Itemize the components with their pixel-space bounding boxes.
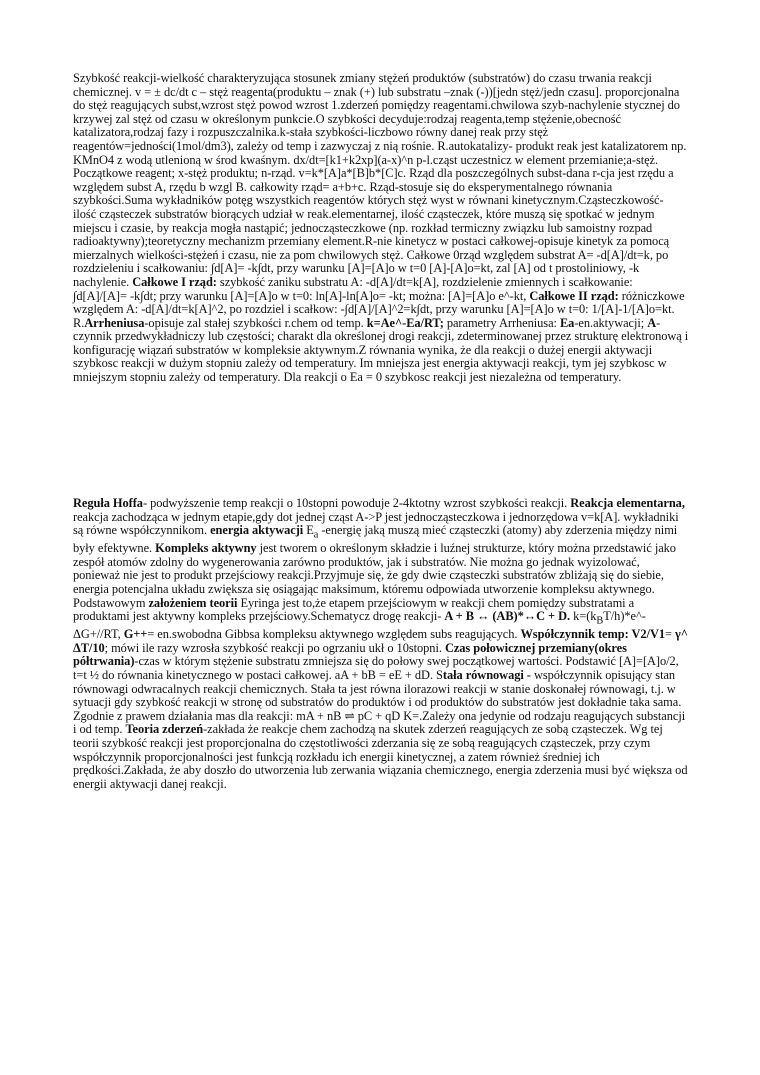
text-run: = en.swobodna Gibbsa kompleksu aktywnego względem subs reagujących.: [147, 627, 521, 642]
text-run: reakcja zachodząca w jednym etapie,gdy dot jednej cząst A->P jest jednocząsteczkowa i jednorzędowa v=k[A]. wykładniki są równe współczynnikom.: [73, 509, 679, 538]
term-half-life: Czas połowicznej przemiany(okres półtrwania): [73, 640, 627, 669]
paragraph-text: [73, 72, 689, 385]
text-run: =: [665, 627, 675, 642]
text-run: szybkość zaniku substratu A: -d[A]/dt=k[A], rozdzielenie zmiennych i scałkowanie: ∫d[A]/[A]= -k∫dt; przy warunku [A]=[A]o w t=0: ln[A]-ln[A]o= -kt; można: [A]=[A]o e^-kt,: [73, 274, 633, 303]
kinetics-paragraph: [73, 72, 689, 385]
text-run: -czynnik przedwykładniczy lub częstości; charakt dla określonej drogi reakcji, zdeterminowanej przez strukturę elektronową i konfigurację wiązań substratów w kompleksie aktywnym.Z równania wynika, że dla reakcji o dużej energii aktywacji szybkosc reakcji w dużym stopniu zależy od temperatury. Im mniejsza jest energia aktywacji reakcji, tym jej szybkosc w mniejszym stopniu zależy od temperatury. Dla reakcji o Ea = 0 szybkosc reakcji jest niezależna od temperatury.: [73, 315, 689, 385]
term-a: A: [647, 315, 657, 330]
text-run: Eyringa jest to,że etapem przejściowym w reakcji chem pomiędzy substratami a produktami jest aktywny kompleks przejściowy.Schematycz drogę reakcji-: [73, 595, 635, 624]
term-collision-theory: Teoria zderzeń: [125, 722, 204, 737]
subscript: a: [313, 529, 319, 541]
text-run: T/h)*e^-ΔG+//RT,: [73, 609, 646, 642]
text-run: współczynnik opisujący stan równowagi odwracalnych reakcji chemicznych. Stała ta jest równa ilorazowi reakcji w stanie doskonałej równowagi, t.j. w sytuacji gdy szybkość reakcji w stronę od substratów do produktów i od produktów do substratów jest dokładnie taka sama. Zgodnie z prawem działania mas dla reakcji: mA + nB ⇌ pC + qD K=.Zależy ona jedynie od rodzaju reagujących substancji i od temp.: [73, 668, 686, 737]
text-run: ; mówi ile razy wzrosła szybkość reakcji po ogrzaniu ukł o 10stopni.: [104, 640, 445, 655]
text-run: -czas w którym stężenie substratu zmniejsza się do połowy swej początkowej wartości. Podstawić [A]=[A]o/2, t=t ½ do równania kinetycznego w postaci całkowej. aA + bB = eE + dD. S: [73, 654, 679, 683]
term-arrhenius: Arrheniusa: [84, 315, 145, 330]
text-run: -opisuje zal stałej szybkości r.chem od temp.: [144, 315, 367, 330]
text-run: jest tworem o określonym składzie i luźnej strukturze, który można przedstawić jako zespół atomów zdolny do wygenerowania zarówno produktów, jak i substratów. Nie można go jednak wyizolować, ponieważ nie jest to produkt przejściowy reakcji.Przyjmuje się, że gdy dwie cząsteczki substratów zbliżają się do siebie, energia potencjalna układu zwiększa się osiągając maksimum, któremu odpowiada utworzenie kompleksu aktywnego. Podstawowym: [73, 541, 676, 610]
text-run: parametry Arrheniusa:: [443, 315, 560, 330]
term-activated-complex: Kompleks aktywny: [155, 541, 257, 556]
arrhenius-equation: k=Ae^-Ea/RT;: [366, 315, 444, 330]
paragraph-text: [73, 497, 689, 791]
gamma-formula: γ^ ΔT/10: [73, 627, 688, 655]
theory-paragraph: [73, 497, 689, 791]
text-run: różniczkowe względem A: -d[A]/dt=k[A]^2, po rozdziel i scałkow: -∫d[A]/[A]^2=k∫dt, przy warunku [A]=[A]o w t=0: 1/[A]-1/[A]o=kt. R.: [73, 288, 685, 330]
text-run: k=(k: [570, 609, 597, 624]
term-first-order: Całkowe I rząd:: [132, 274, 217, 289]
subscript: B: [596, 615, 604, 627]
term-temperature-coefficient: Współczynnik temp: V2/V1: [520, 627, 665, 642]
text-run: - podwyższenie temp reakcji o 10stopni powoduje 2-4ktotny wzrost szybkości reakcji.: [142, 496, 571, 510]
term-hoff-rule: Reguła Hoffa: [73, 496, 143, 510]
term-ea: Ea: [559, 315, 575, 330]
term-gibbs: G++: [123, 627, 148, 642]
text-run: -energię jaką muszą mieć cząsteczki (atomy) aby zderzenia między nimi były efektywne.: [73, 523, 678, 556]
text-run: -zakłada że reakcje chem zachodzą na skutek zderzeń reagujących ze sobą cząsteczek. Wg tej teorii szybkość reakcji jest proporcjonalna do częstotliwości zderzania się ze sobą reagujących cząsteczek, przy czym współczynnik proporcjonalności jest funkcją rozkładu ich energii kinetycznej, a zatem również średniej ich prędkości.Zakłada, że aby doszło do utworzenia lub zerwania wiązania chemicznego, energia zderzenia musi być większa od energii aktywacji danej reakcji.: [73, 722, 688, 791]
text-run: -en.aktywacji;: [574, 315, 648, 330]
term-elementary-reaction: Reakcja elementarna,: [570, 496, 685, 510]
term-activation-energy: energia aktywacji: [210, 523, 304, 538]
reaction-scheme: A + B ↔ (AB)*↔C + D.: [444, 609, 571, 624]
text-run: E: [303, 523, 314, 538]
term-equilibrium-constant: tała równowagi -: [442, 668, 531, 683]
term-second-order: Całkowe II rząd:: [529, 288, 619, 303]
text-run: Szybkość reakcji-wielkość charakteryzująca stosunek zmiany stężeń produktów (substratów) do czasu trwania reakcji chemicznej. v = ± dc/dt c – stęż reagenta(produktu – znak (+) lub substratu –znak (-))[jedn stęż/jedn czasu]. proporcjonalna do stęż reagujących subst,wzrost stęż powod wzrost 1.zderzeń pomiędzy reagentami.chwilowa szyb-nachylenie stycznej do krzywej zal stęż od czasu w określonym punkcie.O szybkości decyduje:rodzaj reagenta,temp stężenie,obecność katalizatora,rodzaj fazy i rozpuszczalnika.k-stała szybkości-liczbowo równy danej reak przy stęż reagentów=jedności(1mol/dm3), zależy od temp i zazwyczaj z nią rośnie. R.autokatalizy- produkt reak jest katalizatorem np. KMnO4 z wodą utlenioną w środ kwaśnym. dx/dt=[k1+k2xp](a-x)^n p-l.cząst uczestnicz w element przemianie;a-stęż. Początkowe reagent; x-stęż produktu; n-rząd. v=k*[A]a*[B]b*[C]c. Rząd dla poszczególnych subst-dana r-cja jest rzędu a względem subst A, rzędu b wzgl B. całkowity rząd= a+b+c. Rząd-stosuje się do eksperymentalnego równania szybkości.Suma wykładników potęg wszystkich reagentów których stęż wyst w równani kinetycznym.Cząsteczkowość- ilość cząsteczek substratów biorących udział w reak.elementarnej, ilość cząsteczek, które muszą się spotkać w jednym miejscu i czasie, by reakcja mogła nastąpić; jednocząsteczkowe (np. rozkład termiczny związku lub samoistny rozpad radioaktywny);teoretyczny mechanizm przemiany element.R-nie kinetycz w postaci całkowej-opisuje kinetyk za pomocą mierzalnych wielkości-stężeń i czasu, nie za pom chwilowych stęż. Całkowe 0rząd względem substrat A= -d[A]/dt=k, po rozdzieleniu i scałkowaniu: ∫d[A]= -k∫dt, przy warunku [A]=[A]o w t=0 [A]-[A]o=kt, zal [A] od t prostoliniowy, -k nachylenie.: [73, 71, 687, 289]
term-theory-assumption: założeniem teorii: [148, 595, 238, 610]
